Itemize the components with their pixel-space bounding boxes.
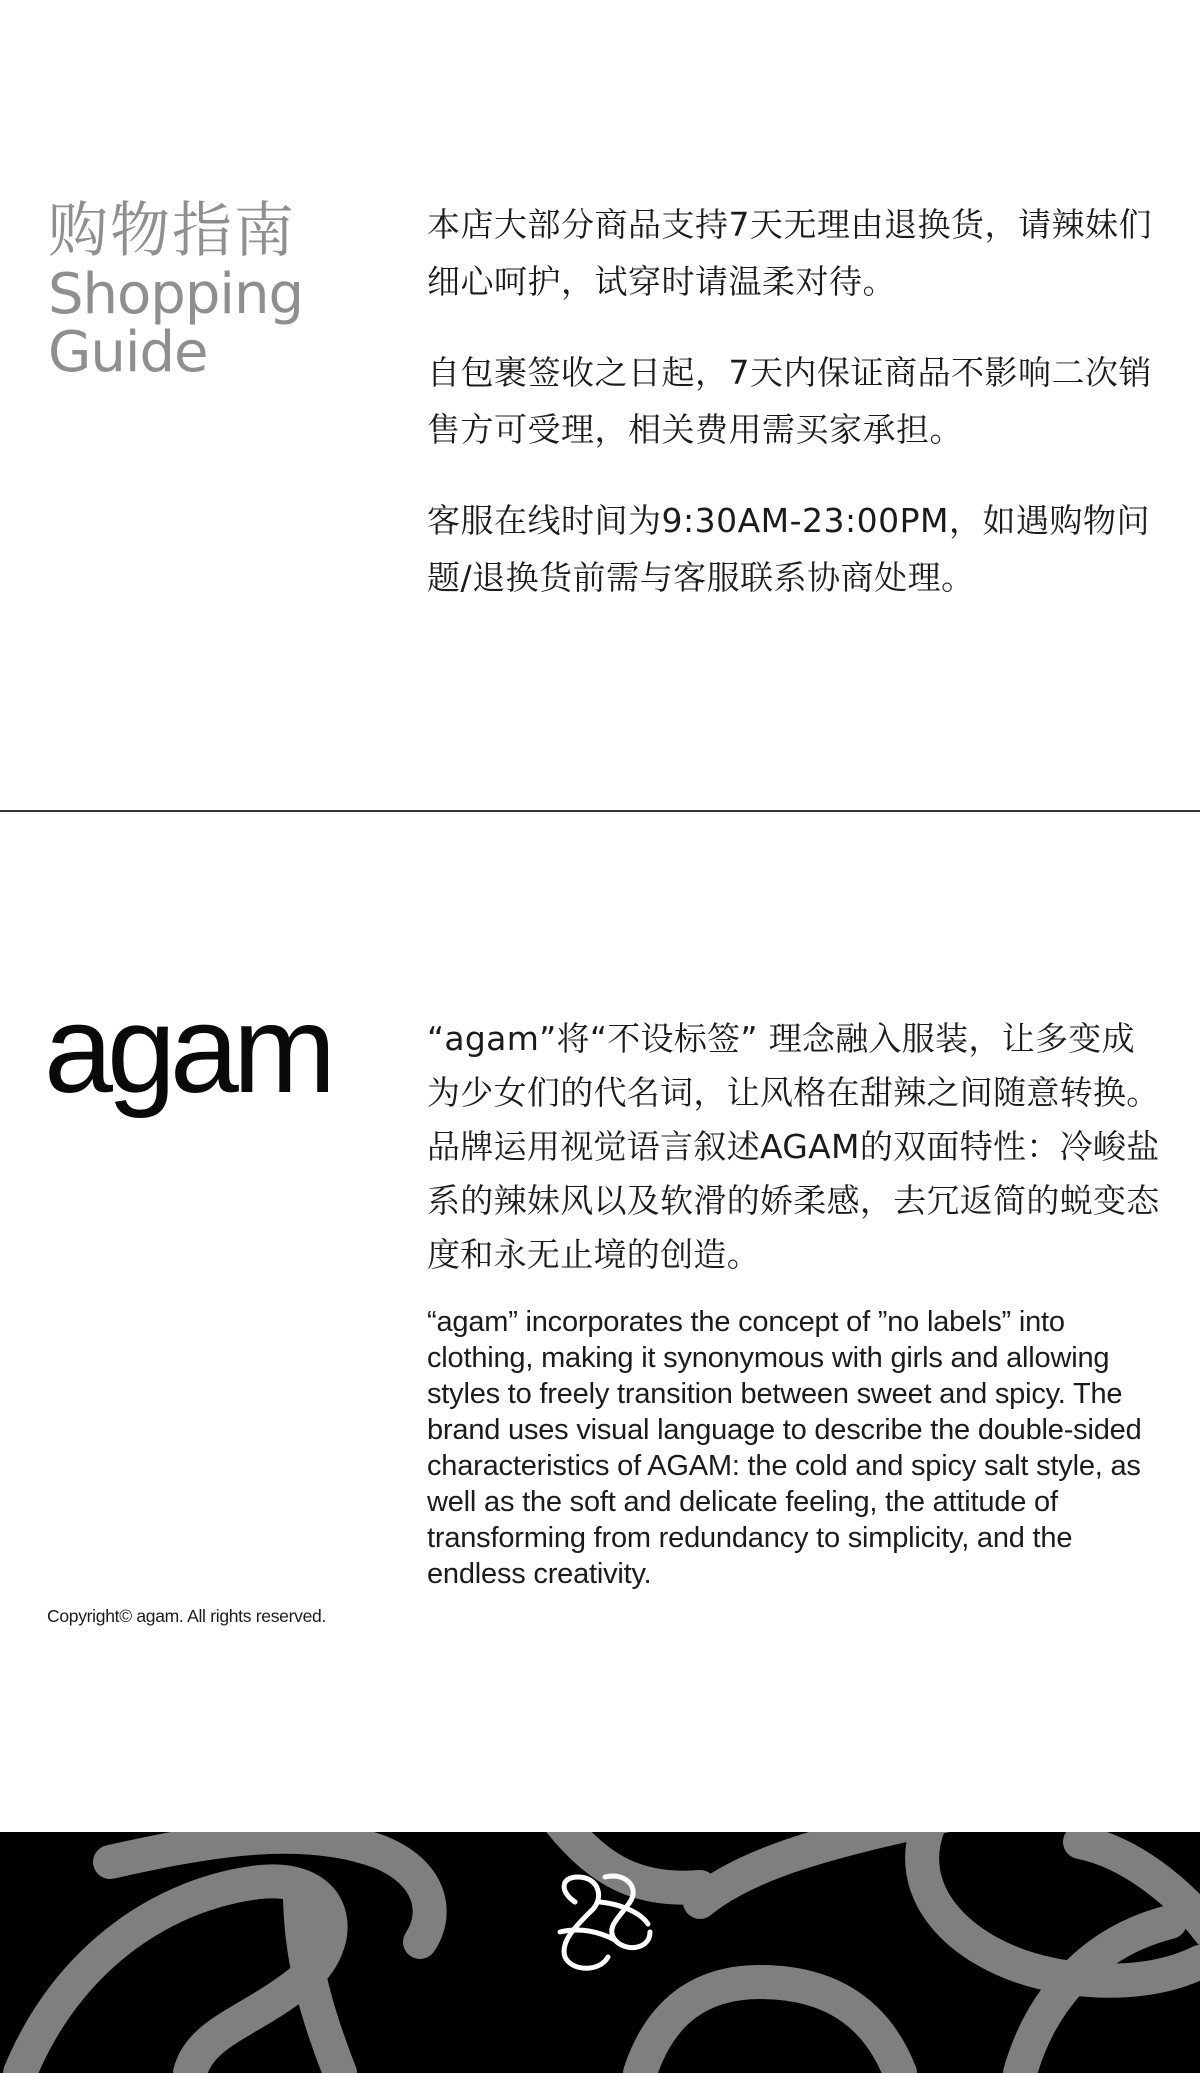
shopping-guide-title-en-line2: Guide [48, 320, 208, 385]
guide-paragraph-conditions: 自包裹签收之日起，7天内保证商品不影响二次销售方可受理，相关费用需买家承担。 [427, 353, 1152, 449]
guide-paragraph-return-policy: 本店大部分商品支持7天无理由退换货，请辣妹们细心呵护，试穿时请温柔对待。 [427, 205, 1152, 301]
brand-description-en [427, 1304, 1167, 1592]
brand-description-cn-text: “agam”将“不设标签” 理念融入服装，让多变成为少女们的代名词，让风格在甜辣之间随意转换。品牌运用视觉语言叙述AGAM的双面特性：冷峻盐系的辣妹风以及软滑的娇柔感，去冗返简的蜕变态度和永无止境的创造。 [427, 1019, 1160, 1274]
brand-description-cn [427, 1012, 1167, 1282]
guide-paragraph-service-hours: 客服在线时间为9:30AM-23:00PM，如遇购物问题/退换货前需与客服联系协商处理。 [427, 501, 1151, 597]
copyright-notice: Copyright© agam. All rights reserved. [47, 1606, 327, 1626]
section-divider [0, 810, 1200, 812]
shopping-guide-title-en-line1: Shopping [48, 262, 303, 327]
shopping-guide-title [48, 196, 303, 385]
shopping-guide-title-cn: 购物指南 [48, 196, 296, 266]
footer-banner [0, 1832, 1200, 2073]
shopping-guide-text [427, 196, 1167, 640]
brand-description-en-text: “agam” incorporates the concept of ”no labels” into clothing, making it synonymous with girls and allowing styles to freely transition between sweet and spicy. The brand uses visual language to describe the double-sided characteristics of AGAM: the cold and spicy salt style, as well as the soft and delicate feeling, the attitude of transforming from redundancy to simplicity, and the endless creativity. [427, 1306, 1142, 1590]
footer-swirl-graphic [0, 1832, 1200, 2073]
brand-logo: agam [44, 981, 331, 1119]
swirl-lines-icon [20, 1832, 1200, 2073]
